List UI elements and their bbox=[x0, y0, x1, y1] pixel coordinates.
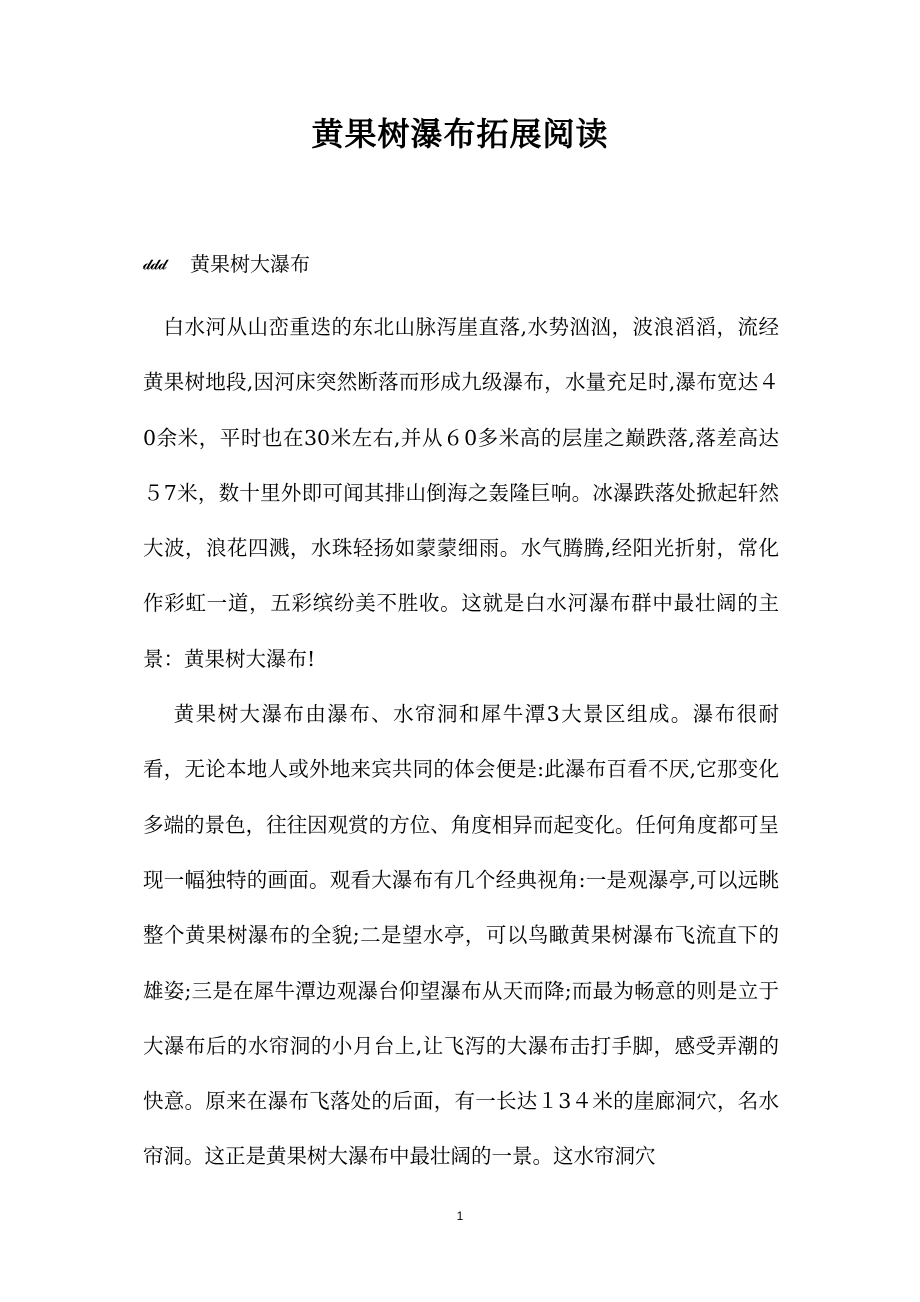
page-title: 黄果树瀑布拓展阅读 bbox=[311, 115, 609, 153]
section-marker: 𝓭𝓭𝓭 bbox=[143, 255, 167, 273]
page-number: 1 bbox=[456, 1209, 464, 1223]
section-heading bbox=[143, 247, 310, 281]
paragraph: 白水河从山峦重迭的东北山脉泻崖直落,水势汹汹，波浪滔滔，流经黄果树地段,因河床突然断落而形成九级瀑布，水量充足时,瀑布宽达４0余米，平时也在30米左右,并从６0多米高的层崖之巅跌落,落差高达５7米，数十里外即可闻其排山倒海之轰隆巨响。冰瀑跌落处掀起轩然大波，浪花四溅，水珠轻扬如蒙蒙细雨。水气腾腾,经阳光折射，常化作彩虹一道，五彩缤纷美不胜收。这就是白水河瀑布群中最壮阔的主景：黄果树大瀑布! bbox=[143, 315, 779, 671]
paragraph: 黄果树大瀑布由瀑布、水帘洞和犀牛潭3大景区组成。瀑布很耐看，无论本地人或外地来宾共同的体会便是:此瀑布百看不厌,它那变化多端的景色，往往因观赏的方位、角度相异而起变化。任何角度都可呈现一幅独特的画面。观看大瀑布有几个经典视角:一是观瀑亭,可以远眺整个黄果树瀑布的全貌;二是望水亭，可以鸟瞰黄果树瀑布飞流直下的雄姿;三是在犀牛潭边观瀑台仰望瀑布从天而降;而最为畅意的则是立于大瀑布后的水帘洞的小月台上,让飞泻的大瀑布击打手脚，感受弄潮的快意。原来在瀑布飞落处的后面，有一长达１3４米的崖廊洞穴，名水帘洞。这正是黄果树大瀑布中最壮阔的一景。这水帘洞穴 bbox=[143, 702, 779, 1169]
article-body bbox=[143, 300, 779, 1185]
section-heading-label: 黄果树大瀑布 bbox=[190, 252, 311, 276]
